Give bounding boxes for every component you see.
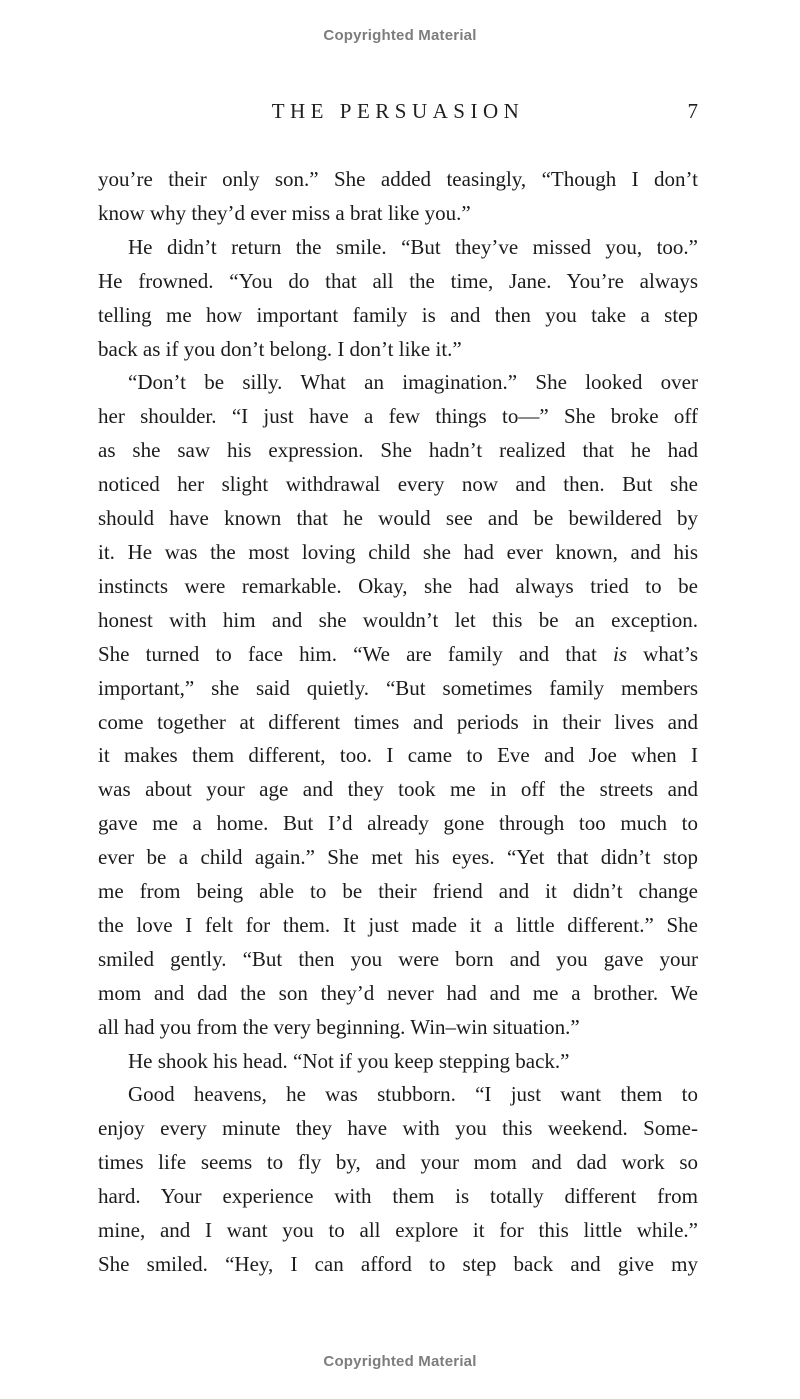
text-line: the love I felt for them. It just made it a little different.” She <box>98 912 698 937</box>
page-number: 7 <box>687 99 698 123</box>
text-line: noticed her slight withdrawal every now and then. But she <box>98 472 698 497</box>
text-line: mom and dad the son they’d never had and me a brother. We <box>98 980 698 1005</box>
text-line: enjoy every minute they have with you this weekend. Some- <box>98 1116 698 1141</box>
text-line: as she saw his expression. She hadn’t realized that he had <box>98 438 698 463</box>
text-line: telling me how important family is and then you take a step <box>98 302 698 327</box>
text-line: you’re their only son.” She added teasingly, “Though I don’t <box>98 167 698 191</box>
text-line: all had you from the very beginning. Win–win situation.” <box>98 1014 580 1039</box>
text-line: hard. Your experience with them is totally different from <box>98 1184 698 1209</box>
text-line: He didn’t return the smile. “But they’ve missed you, too.” <box>128 234 698 259</box>
text-line: times life seems to fly by, and your mom and dad work so <box>98 1150 698 1175</box>
text-line: was about your age and they took me in off the streets and <box>98 777 698 802</box>
text-line: She smiled. “Hey, I can afford to step back and give my <box>98 1252 698 1276</box>
page-body <box>98 163 698 1282</box>
text-line: “Don’t be silly. What an imagination.” She looked over <box>128 370 698 395</box>
text-line: come together at different times and periods in their lives and <box>98 709 698 734</box>
text-line: her shoulder. “I just have a few things to—” She broke off <box>98 404 698 429</box>
text-line: Good heavens, he was stubborn. “I just want them to <box>128 1082 698 1107</box>
copyright-banner-bottom: Copyrighted Material <box>323 1353 477 1370</box>
text-line: He frowned. “You do that all the time, Jane. You’re always <box>98 268 698 293</box>
chapter-title: THE PERSUASION <box>271 99 525 123</box>
text-line: back as if you don’t belong. I don’t like it.” <box>98 336 462 361</box>
paragraph <box>98 1045 698 1079</box>
text-line: gave me a home. But I’d already gone through too much to <box>98 811 698 836</box>
text-line: should have known that he would see and be bewildered by <box>98 506 698 531</box>
paragraph <box>98 366 698 1044</box>
page-header <box>98 99 698 127</box>
text-line: smiled gently. “But then you were born and you gave your <box>98 946 698 971</box>
paragraph <box>98 231 698 367</box>
text-line: it makes them different, too. I came to Eve and Joe when I <box>98 743 698 768</box>
text-line: ever be a child again.” She met his eyes. “Yet that didn’t stop <box>98 845 698 870</box>
paragraph <box>98 1078 698 1281</box>
text-line: it. He was the most loving child she had ever known, and his <box>98 539 698 564</box>
text-line: mine, and I want you to all explore it for this little while.” <box>98 1218 698 1243</box>
copyright-banner-top: Copyrighted Material <box>323 27 477 44</box>
text-line: know why they’d ever miss a brat like you.” <box>98 200 471 225</box>
text-line: me from being able to be their friend and it didn’t change <box>98 879 698 904</box>
text-line: honest with him and she wouldn’t let this be an exception. <box>98 607 698 632</box>
paragraph <box>98 163 698 231</box>
text-line: instincts were remarkable. Okay, she had always tried to be <box>98 573 698 598</box>
text-line: He shook his head. “Not if you keep stepping back.” <box>128 1048 570 1073</box>
text-line: She turned to face him. “We are family and that is what’s <box>98 641 699 666</box>
text-line: important,” she said quietly. “But sometimes family members <box>98 675 698 700</box>
